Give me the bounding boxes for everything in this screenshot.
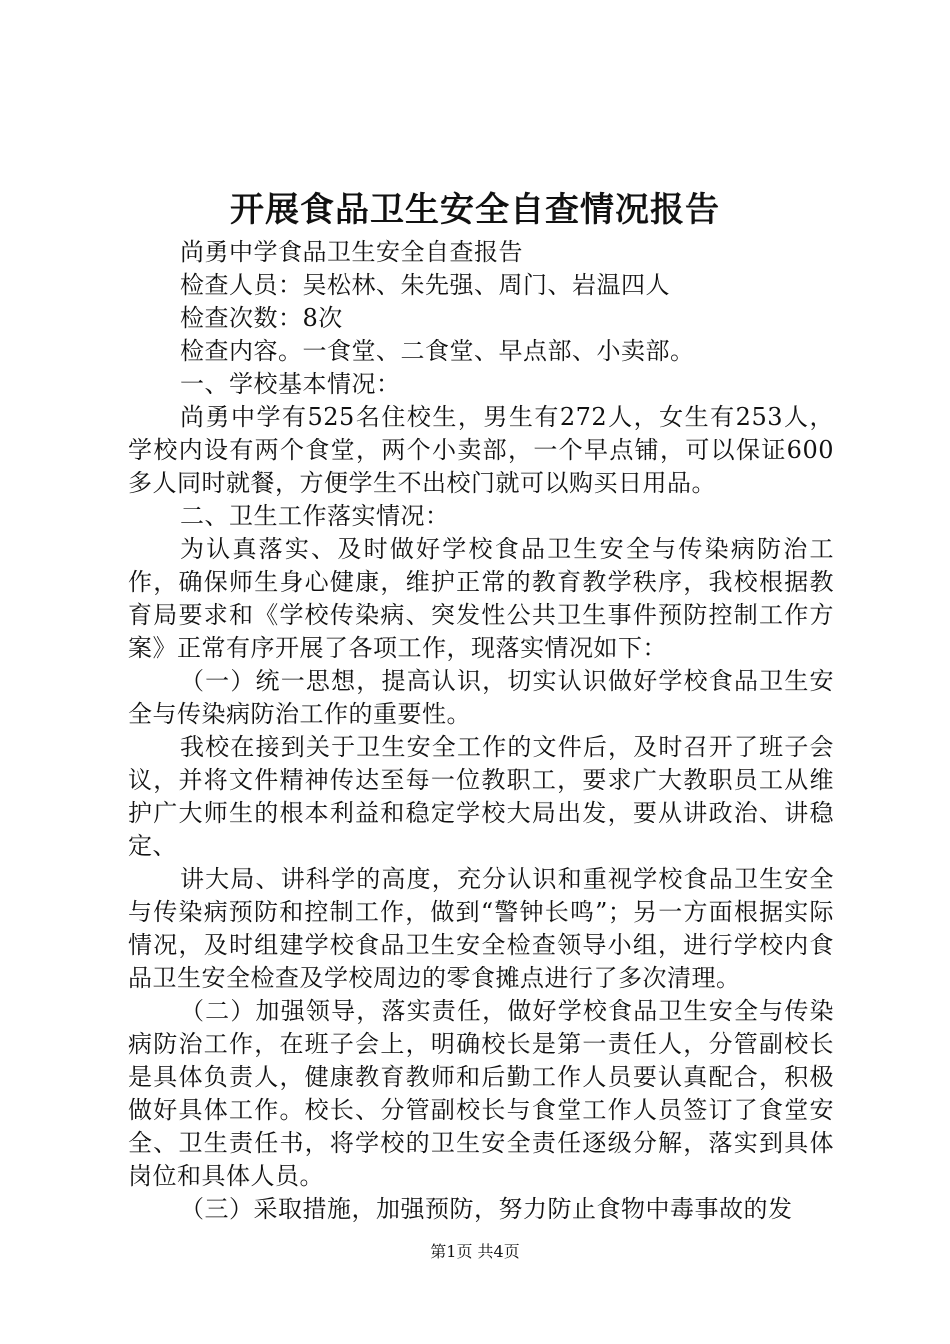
paragraph: 检查人员：吴松林、朱先强、周门、岩温四人 xyxy=(180,271,670,299)
paragraph: 检查内容。一食堂、二食堂、早点部、小卖部。 xyxy=(180,337,695,365)
paragraph: （二）加强领导，落实责任，做好学校食品卫生安全与传染病防治工作，在班子会上，明确校长是第一责任人，分管副校长是具体负责人，健康教育教师和后勤工作人员要认真配合，积极做好具体工作。校长、分管副校长与食堂工作人员签订了食堂安全、卫生责任书，将学校的卫生安全责任逐级分解，落实到具体岗位和具体人员。 xyxy=(128,997,834,1190)
paragraph: （三）采取措施，加强预防，努力防止食物中毒事故的发 xyxy=(180,1195,793,1223)
paragraph: 一、学校基本情况： xyxy=(180,370,401,398)
paragraph: 讲大局、讲科学的高度，充分认识和重视学校食品卫生安全与传染病预防和控制工作，做到“警钟长鸣”；另一方面根据实际情况，及时组建学校食品卫生安全检查领导小组，进行学校内食品卫生安全检查及学校周边的零食摊点进行了多次清理。 xyxy=(128,865,834,992)
document-title: 开展食品卫生安全自查情况报告 xyxy=(230,190,720,230)
page-footer: 第1页 共4页 xyxy=(430,1242,520,1261)
document-body xyxy=(128,236,834,1226)
paragraph: 二、卫生工作落实情况： xyxy=(180,502,450,530)
paragraph: 为认真落实、及时做好学校食品卫生安全与传染病防治工作，确保师生身心健康，维护正常的教育教学秩序，我校根据教育局要求和《学校传染病、突发性公共卫生事件预防控制工作方案》正常有序开展了各项工作，现落实情况如下： xyxy=(128,535,834,662)
paragraph: 我校在接到关于卫生安全工作的文件后，及时召开了班子会议，并将文件精神传达至每一位教职工，要求广大教职员工从维护广大师生的根本利益和稳定学校大局出发，要从讲政治、讲稳定、 xyxy=(128,733,834,860)
paragraph: 检查次数：8次 xyxy=(180,304,343,332)
paragraph: 尚勇中学食品卫生安全自查报告 xyxy=(180,238,523,266)
paragraph: 尚勇中学有525名住校生，男生有272人，女生有253人，学校内设有两个食堂，两个小卖部，一个早点铺，可以保证600多人同时就餐，方便学生不出校门就可以购买日用品。 xyxy=(128,403,834,497)
paragraph: （一）统一思想，提高认识，切实认识做好学校食品卫生安全与传染病防治工作的重要性。 xyxy=(128,667,834,728)
